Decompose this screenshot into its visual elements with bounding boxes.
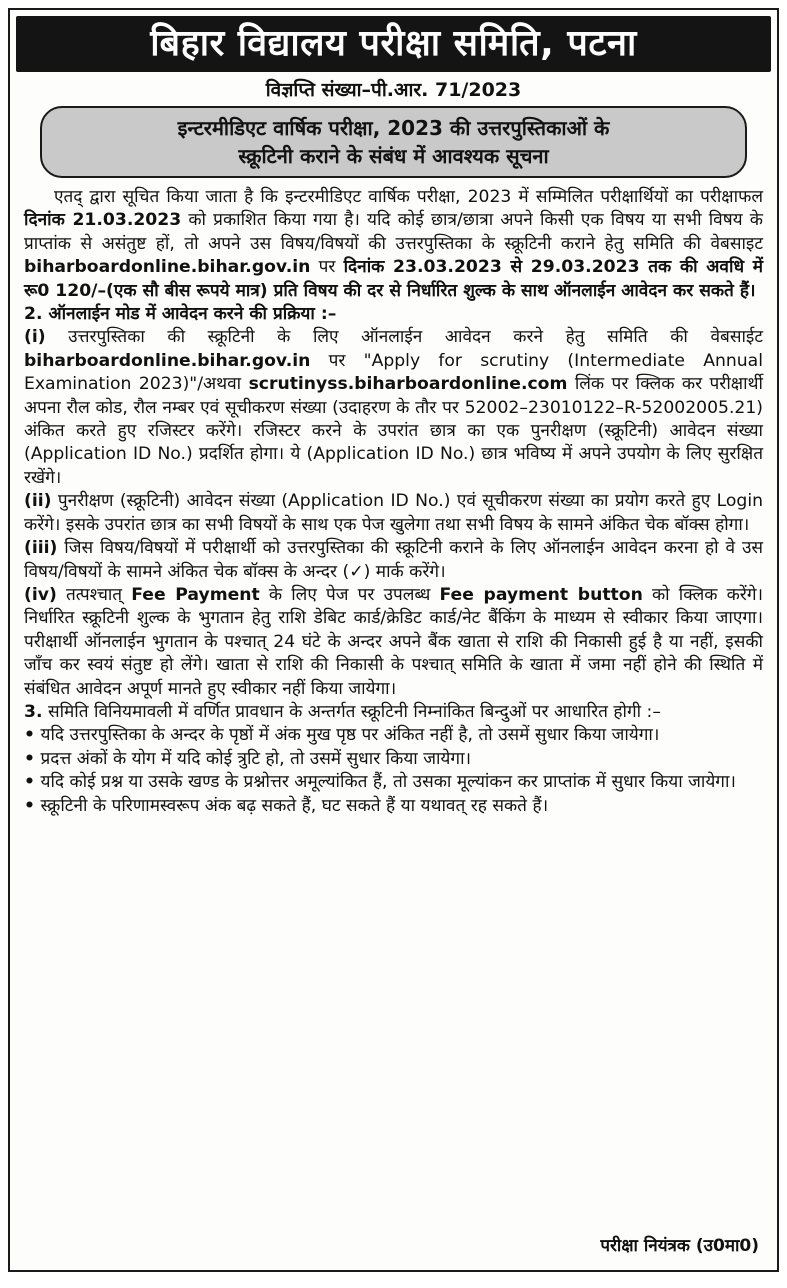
point-label: (iv) [24,584,57,605]
bullet-icon: • [24,725,35,746]
point-label: (ii) [24,491,52,512]
section-2-point-iv [24,584,763,701]
bullet-icon: • [24,748,35,769]
bullet-item [24,795,763,818]
point-iii-text-2: ) मार्क करेंगे। [363,561,446,582]
subject-line-1: इन्टरमीडिएट वार्षिक परीक्षा, 2023 की उत्तरपुस्तिकाओं के [177,116,610,140]
point-iv-text-3: को क्लिक करेंगे। निर्धारित स्क्रूटिनी शुल्क के भुगतान हेतु राशि डेबिट कार्ड/क्रेडिट कार्ड/नेट बैंकिंग के माध्यम से स्वीकार किया जाएगा। परीक्षार्थी ऑनलाईन भुगतान के पश्चात् 24 घंटे के अन्दर अपने बैंक खाता से राशि की निकासी हुई है या नहीं, इसकी जाँच कर स्वयं संतुष्ट हो लेंगे। खाता से राशि की निकासी के पश्चात् समिति के खाता में जमा नहीं होने की स्थिति में संबंधित आवेदन अपूर्ण मानते हुए स्वीकार नहीं किया जायेगा। [24,584,764,699]
point-i-text-1: उत्तरपुस्तिका की स्क्रूटिनी के लिए ऑनलाईन आवेदन करने हेतु समिति की वेबसाईट [45,327,763,348]
point-iii-text-1: जिस विषय/विषयों में परीक्षार्थी को उत्तरपुस्तिका की स्क्रूटिनी कराने के लिए ऑनलाईन आवेदन करना हो वे उस विषय/विषयों के सामने अंकित चेक बॉक्स के अन्दर ( [24,538,763,582]
intro-text-2: को प्रकाशित किया गया है। यदि कोई छात्र/छात्रा अपने किसी एक विषय या सभी विषय के प्राप्तांक से असंतुष्ट हों, तो अपने उस विषय/विषयों की उत्तरपुस्तिका के स्क्रूटिनी कराने हेतु समिति की वेबसाइट [24,210,763,254]
notice-page [8,8,779,1272]
website-link[interactable]: biharboardonline.bihar.gov.in [24,257,311,278]
bullet-icon: • [24,772,35,793]
section-3-text: समिति विनियमावली में वर्णित प्रावधान के अन्तर्गत स्क्रूटिनी निम्नांकित बिन्दुओं पर आधारित होगी :– [42,701,661,722]
section-2-heading: 2. ऑनलाईन मोड में आवेदन करने की प्रक्रिया :– [24,304,337,325]
checkmark-icon: ✓ [349,561,364,582]
section-2-point-ii [24,490,763,537]
subject-box [40,106,747,178]
bullet-text: प्रदत्त अंकों के योग में यदि कोई त्रुटि हो, तो उसमें सुधार किया जायेगा। [40,748,472,769]
point-label: (i) [24,327,46,348]
point-i-text-3: लिंक पर क्लिक कर परीक्षार्थी अपना रौल कोड, रौल नम्बर एवं सूचीकरण संख्या (उदाहरण के तौर पर 52002–23010122–R-52002005.21) अंकित करते हुए रजिस्टर करेंगे। रजिस्टर करने के उपरांत छात्र का एक पुनरीक्षण (स्क्रूटिनी) आवेदन संख्या (Application ID No.) प्रदर्शित होगा। ये (Application ID No.) छात्र भविष्य में अपने उपयोग के लिए सुरक्षित रखेंगे। [24,374,763,488]
bullet-text: यदि उत्तरपुस्तिका के अन्दर के पृष्ठों में अंक मुख पृष्ठ पर अंकित नहीं है, तो उसमें सुधार किया जायेगा। [40,725,660,746]
bullet-text: यदि कोई प्रश्न या उसके खण्ड के प्रश्नोत्तर अमूल्यांकित हैं, तो उसका मूल्यांकन कर प्राप्तांक में सुधार किया जायेगा। [40,772,736,793]
bullet-text: स्क्रूटिनी के परिणामस्वरूप अंक बढ़ सकते हैं, घट सकते हैं या यथावत् रह सकते हैं। [40,795,549,816]
bullet-item [24,748,763,771]
board-title: बिहार विद्यालय परीक्षा समिति, पटना [16,16,771,72]
scrutiny-website-link[interactable]: scrutinyss.biharboardonline.com [248,374,568,395]
notice-body [10,178,777,818]
point-iv-text-2: के लिए पेज पर उपलब्ध [259,584,440,605]
point-ii-text: पुनरीक्षण (स्क्रूटिनी) आवेदन संख्या (Application ID No.) एवं सूचीकरण संख्या का प्रयोग करते हुए Login करेंगे। इसके उपरांत छात्र का सभी विषयों के साथ एक पेज खुलेगा तथा सभी विषय के सामने अंकित चेक बॉक्स होगा। [24,491,763,535]
notice-number: विज्ञप्ति संख्या–पी.आर. 71/2023 [265,79,522,101]
bullet-item [24,771,763,794]
fee-payment-term: Fee Payment [131,584,260,605]
intro-text-1: एतद् द्वारा सूचित किया जाता है कि इन्टरमीडिएट वार्षिक परीक्षा, 2023 में सम्मिलित परीक्षार्थियों का परीक्षाफल [54,187,763,207]
application-period: दिनांक 23.03.2023 से 29.03.2023 तक की अवधि में रू0 120/–(एक सौ बीस रूपये मात्र) प्रति विषय की दर से निर्धारित शुल्क के साथ ऑनलाईन आवेदन कर सकते हैं। [24,257,763,301]
bullet-item [24,724,763,747]
subject-line-2: स्क्रूटिनी कराने के संबंध में आवश्यक सूचना [238,144,549,168]
point-i-text-2: पर "Apply for scrutiny (Intermediate Annual Examination 2023)"/अथवा [24,350,763,395]
point-iv-text-1: तत्पश्चात् [56,584,132,605]
fee-payment-button-term: Fee payment button [439,584,643,605]
section-2-point-i [24,326,763,490]
point-label: (iii) [24,538,58,559]
section-3-label: 3. [24,701,43,722]
intro-text-3: पर [310,257,344,278]
result-date: दिनांक 21.03.2023 [24,210,182,231]
website-link[interactable]: biharboardonline.bihar.gov.in [24,350,311,371]
section-3-heading [24,701,763,724]
section-2-point-iii [24,537,763,584]
bullet-icon: • [24,795,35,816]
signature-line: परीक्षा नियंत्रक (उ0मा0) [600,1236,759,1256]
intro-paragraph [24,186,763,303]
